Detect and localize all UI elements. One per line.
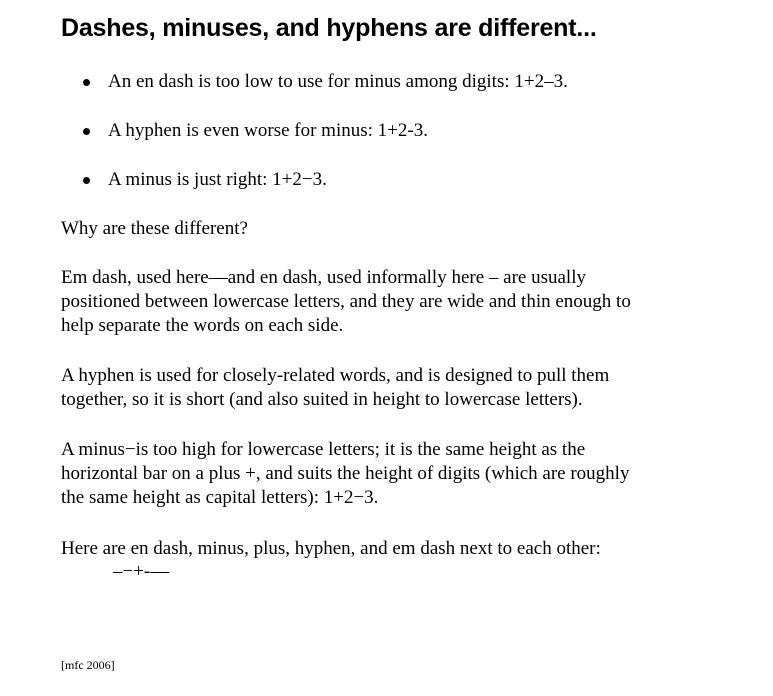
paragraph-line: horizontal bar on a plus +, and suits the height of digits (which are roughly	[61, 463, 630, 484]
bullet-item	[80, 168, 568, 217]
dash-sample: –−+-—	[113, 561, 170, 582]
paragraph-line: positioned between lowercase letters, and they are wide and thin enough to	[61, 291, 631, 312]
bullet-item	[80, 70, 568, 119]
footer-credit: [mfc 2006]	[61, 658, 115, 672]
paragraph-line: the same height as capital letters): 1+2−3.	[61, 487, 379, 508]
paragraph-minus	[61, 438, 741, 510]
bullet-list	[80, 70, 568, 217]
paragraph-comparison	[61, 537, 741, 561]
bullet-icon	[83, 177, 90, 184]
bullet-text: An en dash is too low to use for minus among digits: 1+2–3.	[108, 71, 568, 92]
paragraph-line: help separate the words on each side.	[61, 315, 344, 336]
bullet-icon	[83, 79, 90, 86]
paragraph-line: together, so it is short (and also suited in height to lowercase letters).	[61, 389, 583, 410]
bullet-item	[80, 119, 568, 168]
question-text: Why are these different?	[61, 218, 248, 239]
paragraph-hyphen	[61, 364, 741, 412]
bullet-text: A hyphen is even worse for minus: 1+2-3.	[108, 120, 428, 141]
paragraph-line: Em dash, used here—and en dash, used informally here – are usually	[61, 267, 586, 288]
slide-title: Dashes, minuses, and hyphens are different...	[61, 14, 597, 42]
paragraph-line: A hyphen is used for closely-related words, and is designed to pull them	[61, 365, 610, 386]
paragraph-line: Here are en dash, minus, plus, hyphen, and em dash next to each other:	[61, 538, 601, 559]
paragraph-em-en-dash	[61, 266, 741, 338]
paragraph-line: A minus−is too high for lowercase letters; it is the same height as the	[61, 439, 586, 460]
bullet-text: A minus is just right: 1+2−3.	[108, 169, 327, 190]
bullet-icon	[83, 128, 90, 135]
